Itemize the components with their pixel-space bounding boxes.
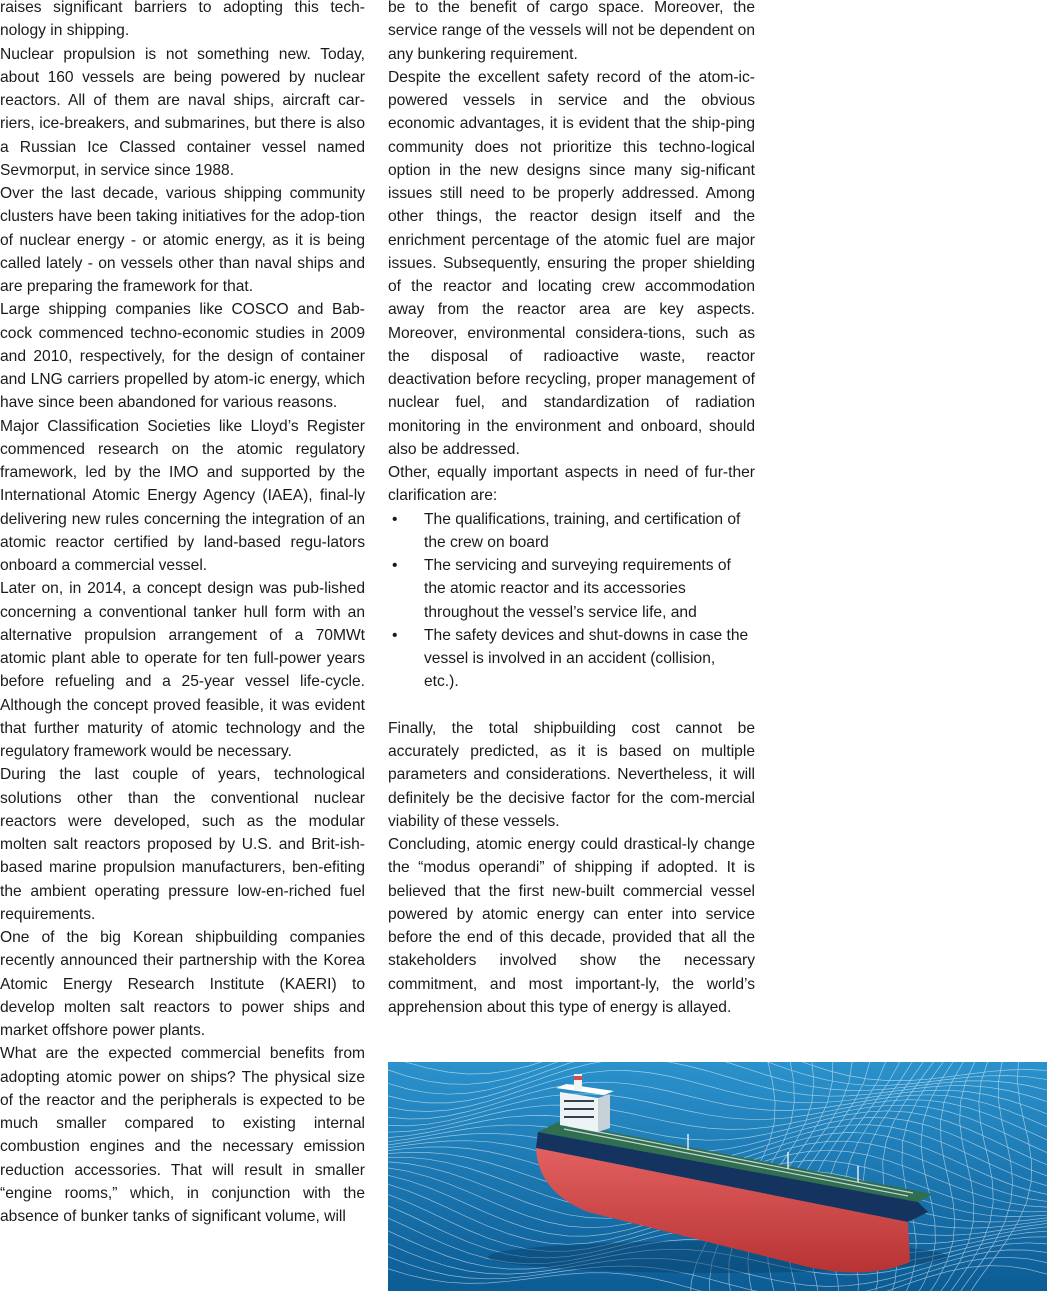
bullet-list [388,508,755,694]
tanker-ship-illustration [388,1062,1047,1291]
paragraph: be to the benefit of cargo space. Moreover, the service range of the vessels will not be dependent on any bunkering requirement. [388,0,755,63]
bullet-marker: • [392,626,398,644]
bullet-text: The qualifications, training, and certification of the crew on board [424,510,741,551]
right-column [388,0,755,1019]
left-column [0,0,365,1228]
bullet-item [388,624,754,694]
bullet-item [388,554,754,624]
bullet-marker: • [392,510,398,528]
paragraph: Finally, the total shipbuilding cost cannot be accurately predicted, as it is based on multiple parameters and considerations. Nevertheless, it will definitely be the decisive factor for the com-mercial viability of these vessels. [388,719,755,830]
bullet-item [388,508,754,555]
paragraph-gap [388,694,755,717]
paragraph: raises significant barriers to adopting this tech-nology in shipping. [0,0,365,40]
paragraph: Concluding, atomic energy could drastical-ly change the “modus operandi” of shipping if adopted. It is believed that the first new-built commercial vessel powered by atomic energy can enter into service before the end of this decade, provided that all the stakeholders involved show the necessary commitment, and most important-ly, the world’s apprehension about this type of energy is allayed. [388,836,755,1016]
paragraph: During the last couple of years, technological solutions other than the conventional nuclear reactors were developed, such as the modular molten salt reactors proposed by U.S. and Brit-ish-based marine propulsion manufacturers, ben-efiting the ambient operating pressure low-en-riched fuel requirements. [0,766,365,923]
paragraph: Over the last decade, various shipping community clusters have been taking initiatives for the adop-tion of nuclear energy - or atomic energy, as it is being called lately - on vessels other than naval ships and are preparing the framework for that. [0,185,365,295]
paragraph: Later on, in 2014, a concept design was pub-lished concerning a conventional tanker hull form with an alternative propulsion arrangement of a 70MWt atomic plant able to operate for ten full-power years before refueling and a 25-year vessel life-cycle. Although the concept proved feasible, it was evident that further maturity of atomic technology and the regulatory framework would be necessary. [0,580,365,760]
bullet-text: The servicing and surveying requirements of the atomic reactor and its accessories throughout the vessel’s service life, and [424,557,731,621]
paragraph: Nuclear propulsion is not something new. Today, about 160 vessels are being powered by nuclear reactors. All of them are naval ships, aircraft car-riers, ice-breakers, and submarines, but there is also a Russian Ice Classed container vessel named Sevmorput, in service since 1988. [0,45,365,179]
paragraph: Major Classification Societies like Lloyd’s Register commenced research on the atomic regulatory framework, led by the IMO and supported by the International Atomic Energy Agency (IAEA), final-ly delivering new rules concerning the integration of an atomic reactor certified by land-based regu-lators onboard a commercial vessel. [0,417,365,574]
bullet-text: The safety devices and shut-downs in case the vessel is involved in an accident (collision, etc.). [424,626,749,691]
ship-figure-svg [388,1062,1047,1291]
bullet-marker: • [392,557,398,574]
paragraph: One of the big Korean shipbuilding companies recently announced their partnership with the Korea Atomic Energy Research Institute (KAERI) to develop molten salt reactors to power ships and market offshore power plants. [0,929,365,1039]
paragraph: Despite the excellent safety record of the atom-ic-powered vessels in service and the obvious economic advantages, it is evident that the ship-ping community does not prioritize this techno-logical option in the new designs since many sig-nificant issues still need to be properly addressed. Among other things, the reactor design itself and the enrichment percentage of the atomic fuel are major issues. Subsequently, ensuring the proper shielding of the reactor and locating crew accommodation away from the reactor area are key aspects. Moreover, environmental considera-tions, such as the disposal of radioactive waste, reactor deactivation before recycling, proper management of nuclear fuel, and standardization of radiation monitoring in the environment and onboard, should also be addressed. [388,68,755,458]
paragraph: Other, equally important aspects in need of fur-ther clarification are: [388,464,755,505]
paragraph: What are the expected commercial benefits from adopting atomic power on ships? The physical size of the reactor and the peripherals is expected to be much smaller compared to existing internal combustion engines and the necessary emission reduction accessories. That will result in smaller “engine rooms,” which, in conjunction with the absence of bunker tanks of significant volume, will [0,1045,365,1225]
paragraph: Large shipping companies like COSCO and Bab-cock commenced techno-economic studies in 2009 and 2010, respectively, for the design of container and LNG carriers propelled by atom-ic energy, which have since been abandoned for various reasons. [0,301,365,412]
